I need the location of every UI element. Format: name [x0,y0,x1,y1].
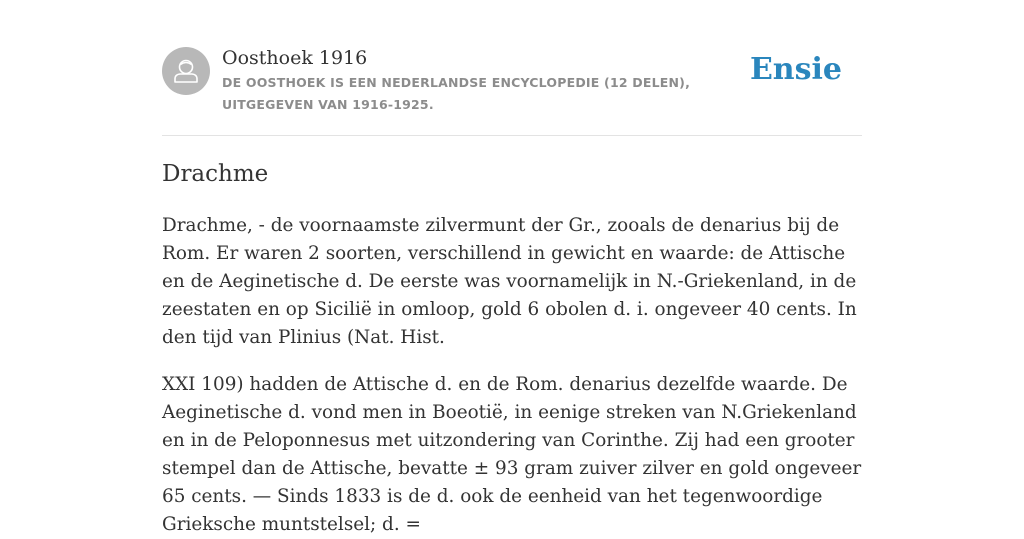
source-description: DE OOSTHOEK IS EEN NEDERLANDSE ENCYCLOPEDIE (12 DELEN), UITGEGEVEN VAN 1916-1925. [222,75,691,112]
source-title[interactable]: Oosthoek 1916 [222,47,368,69]
article-paragraph: Drachme, - de voornaamste zilvermunt der Gr., zooals de denarius bij de Rom. Er waren 2 soorten, verschillend in gewicht en waarde: de Attische en de Aeginetische d. De eerste was voornamelijk in N.-Griekenland, in de zeestaten en op Sicilië in omloop, gold 6 obolen d. i. ongeveer 40 cents. In den tijd van Plinius (Nat. Hist. [162,215,857,348]
ensie-logo-link[interactable]: Ensie [749,52,842,87]
source-header [162,0,862,136]
source-avatar[interactable] [162,47,210,95]
page [162,0,862,535]
user-icon [162,47,210,95]
article-paragraph: XXI 109) hadden de Attische d. en de Rom. denarius dezelfde waarde. De Aeginetische d. vond men in Boeotië, in eenige streken van N.Griekenland en in de Peloponnesus met uitzondering van Corinthe. Zij had een grooter stempel dan de Attische, bevatte ± 93 gram zuiver zilver en gold ongeveer 65 cents. — Sinds 1833 is de d. ook de eenheid van het tegenwoordige Grieksche muntstelsel; d. = [162,374,862,535]
article-title: Drachme [162,161,269,187]
